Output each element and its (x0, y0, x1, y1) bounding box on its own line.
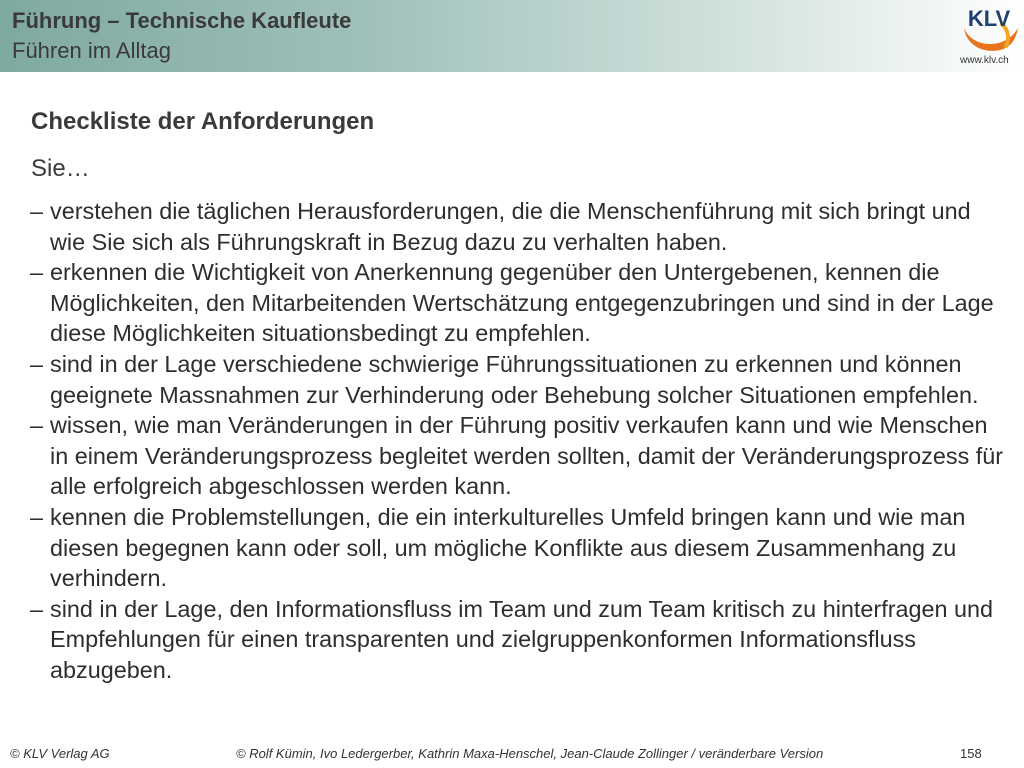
requirements-checklist (30, 196, 1010, 686)
list-item-text: wissen, wie man Veränderungen in der Führung positiv verkaufen kann und wie Menschen in einem Veränderungsprozess begleitet werden sollten, damit der Veränderungsprozess für alle erfolgreich abgeschlossen werden kann. (50, 412, 1004, 500)
klv-logo (958, 4, 1020, 70)
list-item (30, 257, 1010, 349)
section-title: Checkliste der Anforderungen (31, 108, 375, 135)
list-item-text: sind in der Lage verschiedene schwierige Führungssituationen zu erkennen und können geeignete Massnahmen zur Verhinderung oder Behebung solcher Situationen empfehlen. (50, 350, 979, 408)
footer-publisher: © KLV Verlag AG (10, 746, 110, 761)
list-item (30, 349, 1010, 410)
footer-authors: © Rolf Kümin, Ivo Ledergerber, Kathrin Maxa-Henschel, Jean-Claude Zollinger / veränderbare Version (236, 746, 824, 761)
bullet-dash: – (30, 412, 44, 439)
header-subtitle: Führen im Alltag (12, 38, 171, 63)
page-number: 158 (960, 746, 982, 761)
klv-logo-mark (958, 4, 1020, 56)
list-item-text: kennen die Problemstellungen, die ein interkulturelles Umfeld bringen kann und wie man diesen begegnen kann oder soll, um mögliche Konflikte aus diesem Zusammenhang zu verhindern. (50, 503, 966, 592)
intro-text: Sie… (31, 155, 90, 182)
header-title: Führung – Technische Kaufleute (12, 8, 352, 33)
bullet-dash: – (30, 259, 44, 286)
list-item-text: sind in der Lage, den Informationsfluss im Team und zum Team kritisch zu hinterfragen und Empfehlungen für einen transparenten und zielgruppenkonformen Informationsfluss abzugeben. (50, 595, 994, 683)
bullet-dash: – (30, 198, 44, 224)
bullet-dash: – (30, 595, 44, 622)
bullet-dash: – (30, 350, 44, 377)
logo-wordmark: KLV (967, 6, 1011, 31)
list-item-text: erkennen die Wichtigkeit von Anerkennung gegenüber den Untergebenen, kennen die Möglichkeiten, den Mitarbeitenden Wertschätzung entgegenzubringen und sind in der Lage diese Möglichkeiten situationsbedingt zu empfehlen. (50, 259, 994, 347)
list-item-text: verstehen die täglichen Herausforderungen, die die Menschenführung mit sich bringt und wie Sie sich als Führungskraft in Bezug dazu zu verhalten haben. (50, 198, 971, 255)
list-item (30, 410, 1010, 502)
logo-url: www.klv.ch (960, 55, 1009, 66)
list-item (30, 196, 1010, 257)
bullet-dash: – (30, 503, 44, 530)
list-item (30, 594, 1010, 686)
list-item (30, 502, 1010, 594)
